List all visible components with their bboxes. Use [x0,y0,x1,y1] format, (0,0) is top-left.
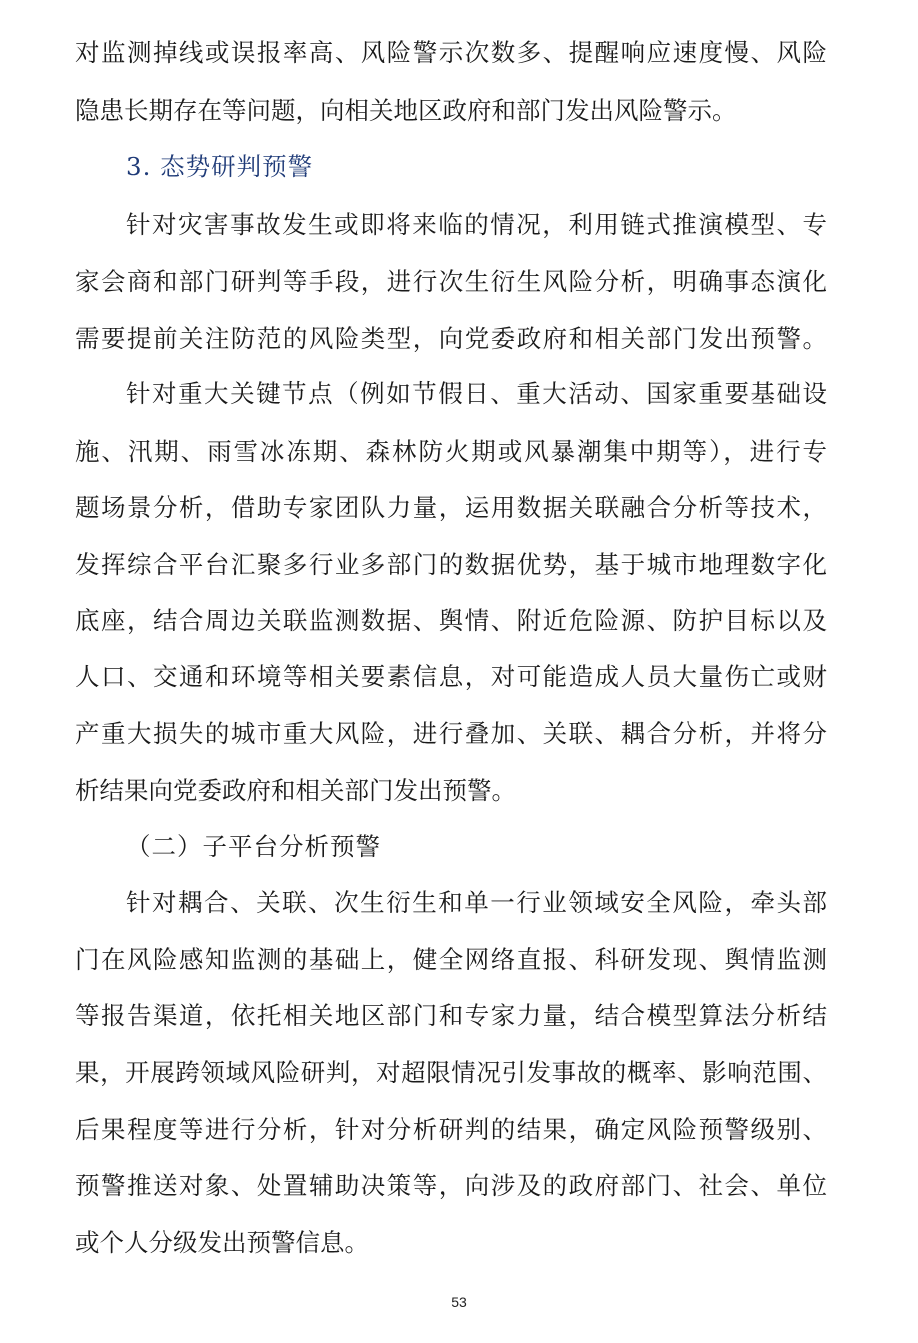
paragraph-line: 预警推送对象、处置辅助决策等，向涉及的政府部门、社会、单位 [75,1171,827,1200]
paragraph-line: 果，开展跨领域风险研判，对超限情况引发事故的概率、影响范围、 [75,1058,827,1087]
paragraph-line: 家会商和部门研判等手段，进行次生衍生风险分析，明确事态演化 [75,267,827,296]
paragraph-line: 针对灾害事故发生或即将来临的情况，利用链式推演模型、专 [126,210,827,239]
paragraph-line: 析结果向党委政府和相关部门发出预警。 [75,776,516,805]
paragraph-line: 后果程度等进行分析，针对分析研判的结果，确定风险预警级别、 [75,1115,827,1144]
paragraph-line: 人口、交通和环境等相关要素信息，对可能造成人员大量伤亡或财 [75,662,827,691]
paragraph-line: 或个人分级发出预警信息。 [75,1228,369,1257]
paragraph-line: 门在风险感知监测的基础上，健全网络直报、科研发现、舆情监测 [75,945,827,974]
paragraph-line: 题场景分析，借助专家团队力量，运用数据关联融合分析等技术， [75,493,827,522]
section-heading: 3. 态势研判预警 [126,152,314,181]
paragraph-line: 产重大损失的城市重大风险，进行叠加、关联、耦合分析，并将分 [75,719,827,748]
paragraph-line: 隐患长期存在等问题，向相关地区政府和部门发出风险警示。 [75,96,737,125]
paragraph-line: 等报告渠道，依托相关地区部门和专家力量，结合模型算法分析结 [75,1001,827,1030]
paragraph-line: 发挥综合平台汇聚多行业多部门的数据优势，基于城市地理数字化 [75,550,827,579]
paragraph-line: 对监测掉线或误报率高、风险警示次数多、提醒响应速度慢、风险 [75,38,827,67]
paragraph-line: 针对重大关键节点（例如节假日、重大活动、国家重要基础设 [126,379,827,408]
page-number: 53 [451,1294,467,1310]
paragraph-line: 针对耦合、关联、次生衍生和单一行业领域安全风险，牵头部 [126,888,827,917]
paragraph-line: 底座，结合周边关联监测数据、舆情、附近危险源、防护目标以及 [75,606,827,635]
paragraph-line: 需要提前关注防范的风险类型，向党委政府和相关部门发出预警。 [75,324,827,353]
paragraph-line: 施、汛期、雨雪冰冻期、森林防火期或风暴潮集中期等），进行专 [75,437,827,466]
subsection-heading: （二）子平台分析预警 [126,832,381,861]
